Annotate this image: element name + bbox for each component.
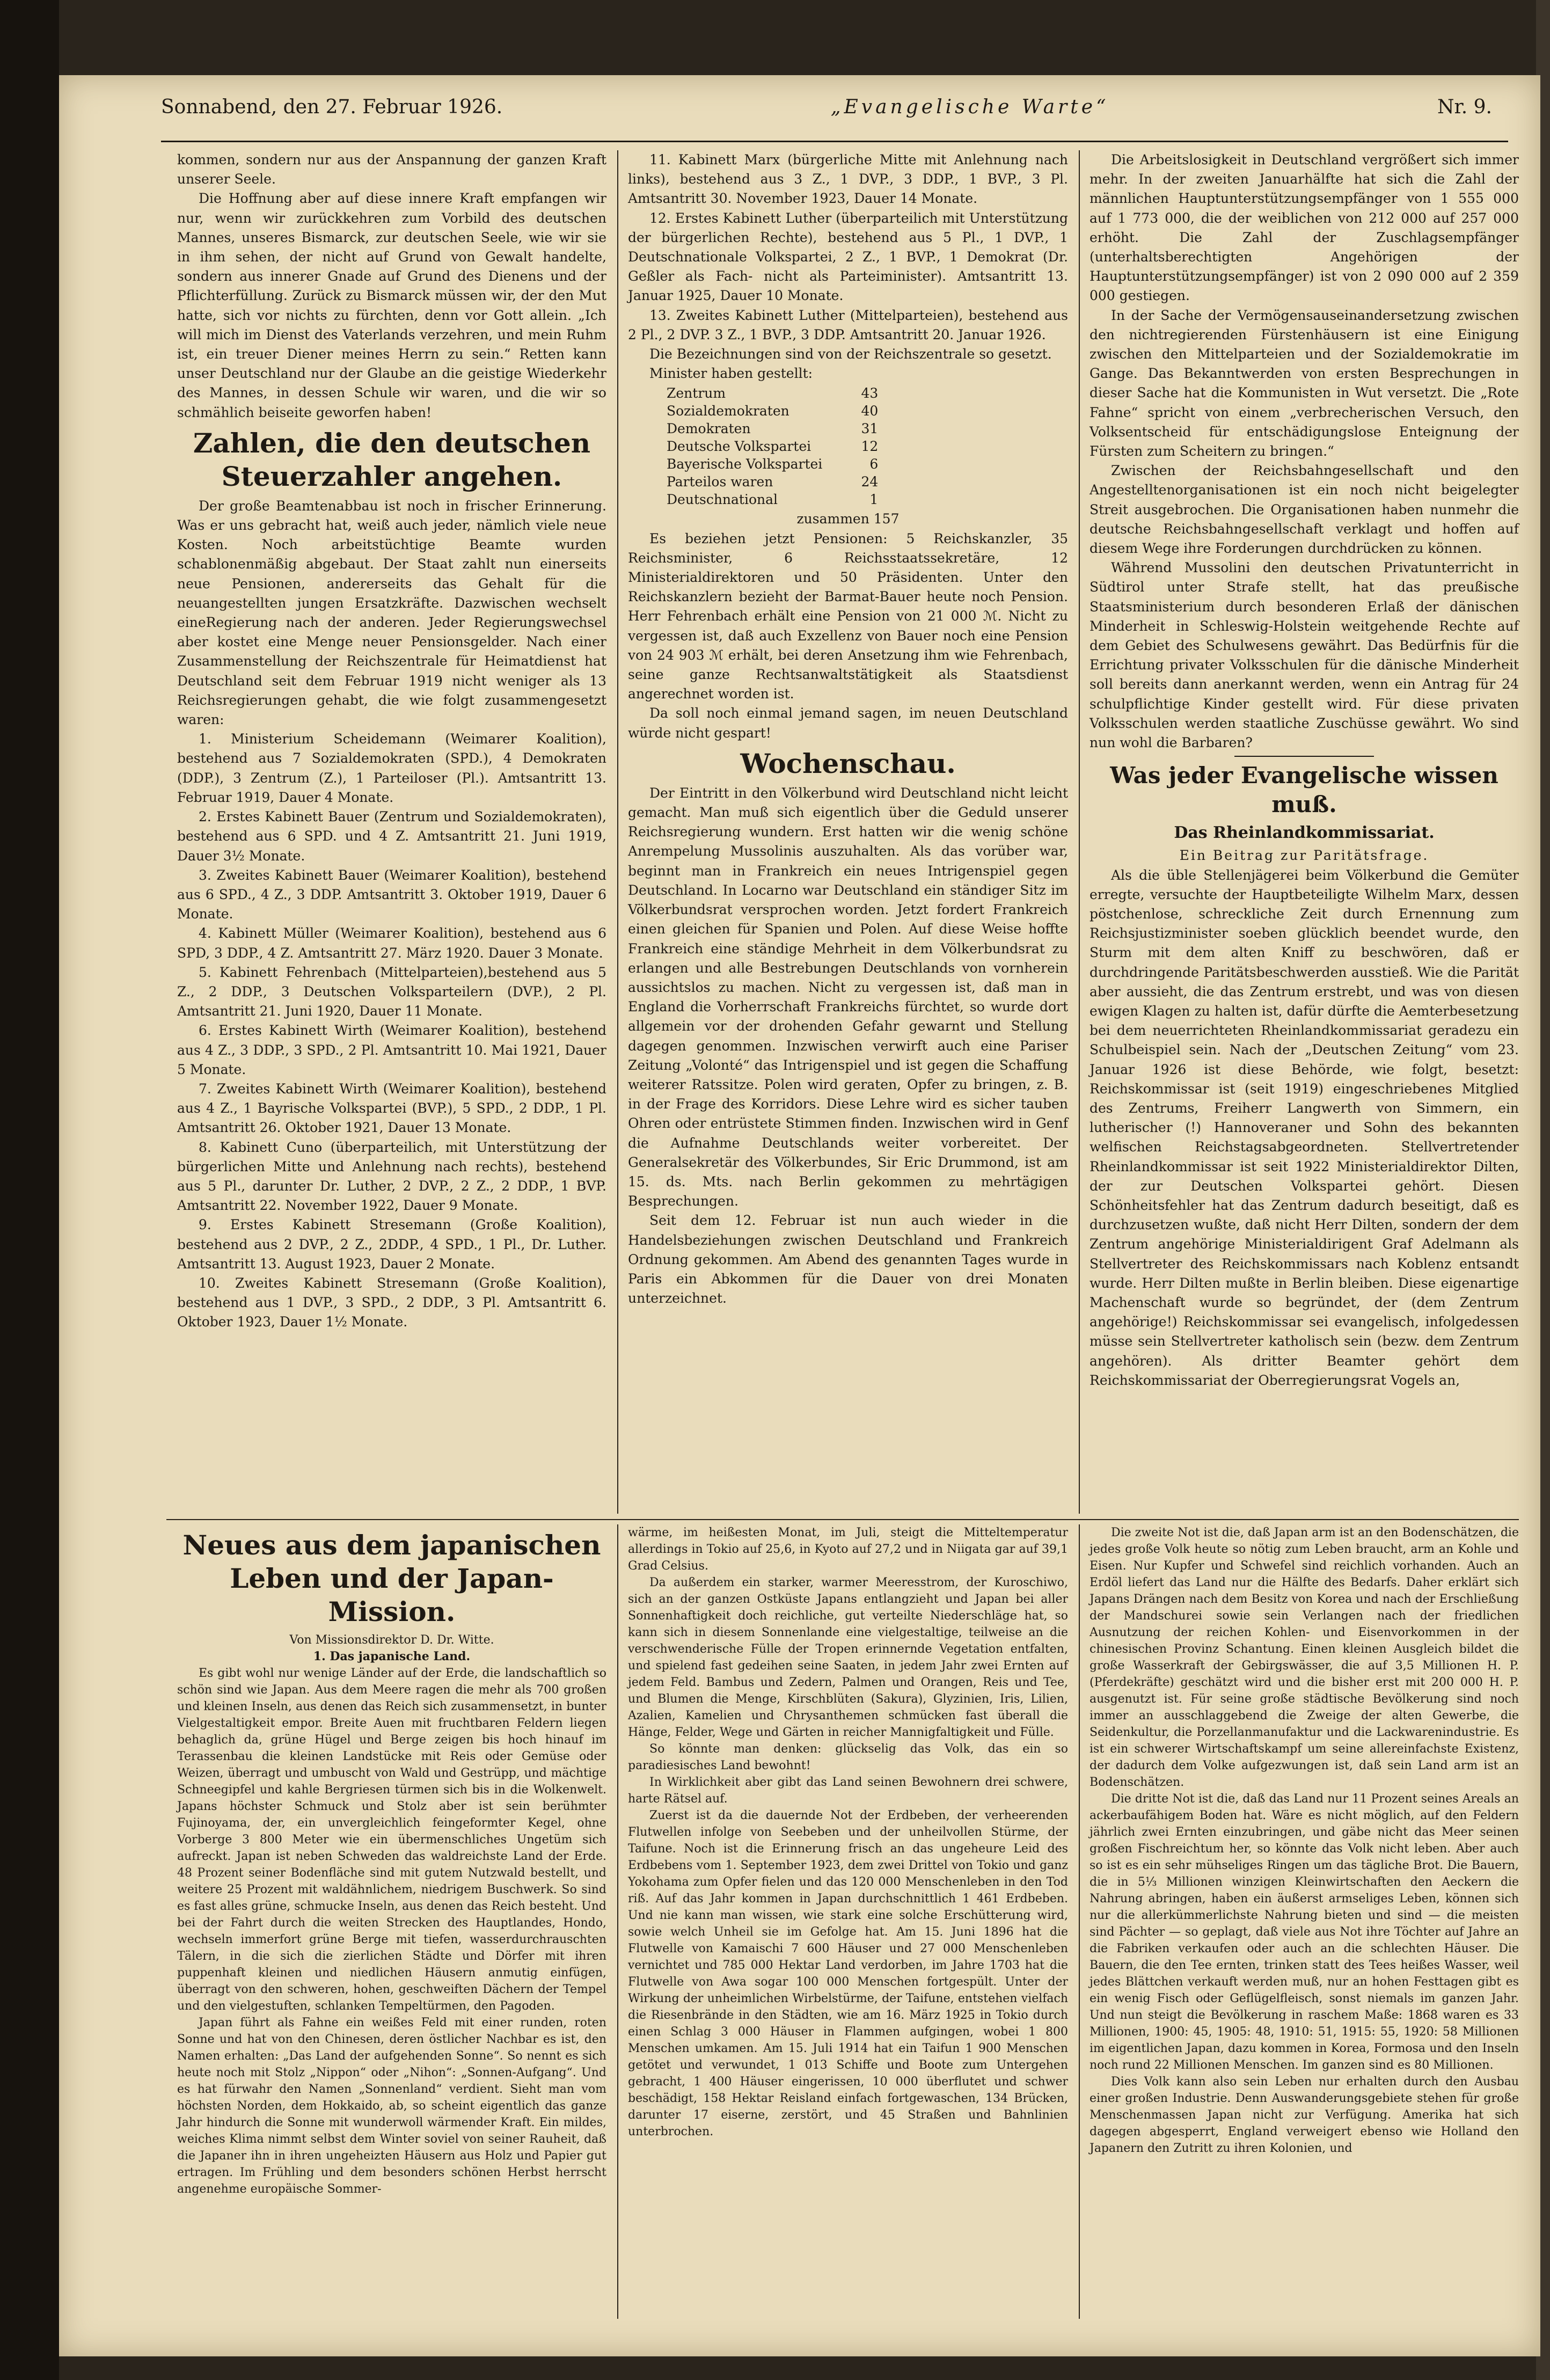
paragraph: Zuerst ist da die dauernde Not der Erdbeben, der verheerenden Flutwellen infolge von Seebeben und der unheilvollen Stürme, der Taifune. Noch ist die Erinnerung frisch an das ungeheure Leid des Erdbebens vom 1. September 1923, dem zwei Drittel von Tokio und ganz Yokohama zum Opfer fielen und das 120 000 Menschenleben in den Tod riß. Auf das Jahr kommen in Japan durchschnittlich 1 461 Erdbeben. Und nie kann man wissen, wie stark eine solche Erschütterung wird, sowie welch Unheil sie im Gefolge hat. Am 15. Juni 1896 hat die Flutwelle von Kamaischi 7 600 Häuser und 27 000 Menschenleben vernichtet und 785 000 Hektar Land verdorben, im Jahre 1703 hat die Flutwelle von Awa sogar 100 000 Menschen fortgespült. Unter der Wirkung der unheimlichen Wirbelstürme, der Taifune, entstehen vielfach die Riesenbrände in den Städten, wie am 16. März 1925 in Tokio durch einen Schlag 3 000 Häuser in Flammen aufgingen, wobei 1 800 Menschen umkamen. Am 15. Juli 1914 hat ein Taifun 1 900 Menschen getötet und verwundet, 1 013 Schiffe und Boote zum Untergehen gebracht, 1 400 Häuser eingerissen, 10 000 überflutet und schwer beschädigt, 158 Hektar Reisland einfach fortgewaschen, 134 Brücken, darunter 17 eiserne, zerstört, und 45 Straßen und Bahnlinien unterbrochen. bbox=[628, 1809, 1068, 2138]
table-row: Zentrum 43 bbox=[667, 385, 879, 401]
header-title: „Evangelische Warte“ bbox=[830, 96, 1109, 118]
table-intro: Minister haben gestellt: bbox=[649, 366, 813, 382]
paragraph: Der große Beamtenabbau ist noch in frischer Erinnerung. Was er uns gebracht hat, weiß auch jeder, nämlich viele neue Kosten. Noch arbeitstüchtige Beamte wurden schablonenmäßig abgebaut. Der Staat zahlt nun einerseits neue Pensionen, andererseits das Gehalt für die neuangestellten jungen Ersatzkräfte. Dazwischen wechselt eineRegierung nach der anderen. Jeder Regierungswechsel aber kostet eine Menge neuer Pensionsgelder. Nach einer Zusammenstellung der Reichszentrale für Heimatdienst hat Deutschland seit dem Februar 1919 nicht weniger als 13 Reichsregierungen gehabt, die wie folgt zusammengesetzt waren: bbox=[177, 498, 606, 728]
paragraph: Der Eintritt in den Völkerbund wird Deutschland nicht leicht gemacht. Man muß sich eigentlich über die Geduld unserer Reichsregierung wundern. Erst hatten wir die wenig schöne Anrempelung Mussolinis auszuhalten. Als das vorüber war, beginnt man in Frankreich ein neues Intrigenspiel gegen Deutschland. In Locarno war Deutschland ein ständiger Sitz im Völkerbundsrat versprochen worden. Jetzt fordert Frankreich einen gleichen für Spanien und Polen. Auf diese Weise hoffte Frankreich eine ständige Mehrheit in dem Völkerbundsrat zu erlangen und alle Bestrebungen Deutschlands von vornherein aussichtslos zu machen. Nicht zu vergessen ist, daß man in England die Vorherrschaft Frankreichs fürchtet, so wurde dort allgemein vor der drohenden Gefahr gewarnt und Stellung dagegen genommen. Inzwischen verwirft auch eine Pariser Zeitung „Volonté“ das Intrigenspiel und ist gegen die Schaffung weiterer Ratssitze. Polen wird geraten, Opfer zu bringen, z. B. in der Frage des Korridors. Diese Lehre wird es sicher tauben Ohren oder entrüstete Stimmen finden. Inzwischen wird in Genf die Aufnahme Deutschlands weiter vorbereitet. Der Generalsekretär des Völkerbundes, Sir Eric Drummond, ist am 15. ds. Mts. nach Berlin gekommen zu mehrtägigen Besprechungen. bbox=[628, 785, 1068, 1209]
list-item: 10. Zweites Kabinett Stresemann (Große Koalition), bestehend aus 1 DVP., 3 SPD., 2 DDP., 3 Pl. Amtsantritt 6. Oktober 1923, Dauer 1½ Monate. bbox=[177, 1275, 606, 1330]
list-item: 5. Kabinett Fehrenbach (Mittelparteien),bestehend aus 5 Z., 2 DDP., 3 Deutschen Volksparteilern (DVP.), 2 Pl. Amtsantritt 21. Juni 1920, Dauer 11 Monate. bbox=[177, 964, 606, 1019]
paragraph: Die Hoffnung aber auf diese innere Kraft empfangen wir nur, wenn wir zurückkehren zum Vorbild des deutschen Mannes, unseres Bismarck, zur deutschen Seele, wie wir sie in ihm sehen, der nicht auf Grund von Gewalt handelte, sondern aus innerer Gnade auf Grund des Dienens und der Pflichterfüllung. Zurück zu Bismarck müssen wir, der den Mut hatte, sich vor nichts zu fürchten, denn vor Gott allein. „Ich will mich im Dienst des Vaterlands verzehren, und mein Ruhm ist, ein treuer Diener meines Herrn zu sein.“ Retten kann unser Deutschland nur der Glaube an die geistige Wiederkehr des Mannes, in dessen Schule wir waren, und die wir so schmählich beiseite geworfen haben! bbox=[177, 191, 606, 420]
paragraph: Dies Volk kann also sein Leben nur erhalten durch den Ausbau einer großen Industrie. Denn Auswanderungsgebiete stehen für große Menschenmassen Japan nicht zur Verfügung. Amerika hat sich dagegen abgesperrt, England verweigert ebenso wie Holland den Japanern den Zutritt zu ihren Kolonien, und bbox=[1090, 2075, 1519, 2155]
table-row: Deutschnational 1 bbox=[667, 492, 879, 508]
bottom-column-3 bbox=[1090, 1524, 1519, 2157]
table-row: Parteilos waren 24 bbox=[667, 474, 879, 490]
divider bbox=[1234, 756, 1374, 757]
table-total: zusammen 157 bbox=[796, 511, 900, 527]
paragraph: Japan führt als Fahne ein weißes Feld mit einer runden, roten Sonne und hat von den Chinesen, deren östlicher Nachbar es ist, den Namen erhalten: „Das Land der aufgehenden Sonne“. So nennt es sich heute noch mit Stolz „Nippon“ oder „Nihon“: „Sonnen-Aufgang“. Und es hat fürwahr den Namen „Sonnenland“ verdient. Sieht man vom höchsten Norden, dem Hokkaido, ab, so scheint eigentlich das ganze Jahr hindurch die Sonne mit wunderwoll wärmender Kraft. Ein mildes, weiches Klima nimmt selbst dem Winter soviel von seiner Rauheit, daß die Japaner ihn in ihren ungeheizten Häusern aus Holz und Papier gut ertragen. Im Frühling und dem besonders schönen Herbst herrscht angenehme europäische Sommer- bbox=[177, 2016, 606, 2196]
paragraph: Die zweite Not ist die, daß Japan arm ist an den Bodenschätzen, die jedes große Volk heute so nötig zum Leben braucht, arm an Kohle und Eisen. Nur Kupfer und Schwefel sind reichlich vorhanden. Auch an Erdöl liefert das Land nur die Hälfte des Bedarfs. Daher erklärt sich Japans Drängen nach dem Besitz von Korea und nach der Erschließung der Mandschurei sowie sein Verlangen nach der friedlichen Ausnutzung der reichen Kohlen- und Eisenvorkommen in der chinesischen Provinz Schantung. Einen kleinen Ausgleich bildet die große Wasserkraft der Gebirgswässer, die auf 3,5 Millionen H. P. (Pferdekräfte) geschätzt wird und die bisher erst mit 200 000 H. P. ausgenutzt ist. Für seine große städtische Bevölkerung sind noch immer an ausschlaggebend die Zweige der alten Gewerbe, die Seidenkultur, die Porzellanmanufaktur und die Lackwarenindustrie. Es ist ein schwerer Wirtschaftskampf um seine allereinfachste Existenz, der dadurch dem Volke aufgezwungen ist, daß sein Land arm ist an Bodenschätzen. bbox=[1090, 1526, 1519, 1789]
column-1 bbox=[177, 150, 606, 1332]
list-item: 4. Kabinett Müller (Weimarer Koalition), bestehend aus 6 SPD, 3 DDP., 4 Z. Amtsantritt 27. März 1920. Dauer 3 Monate. bbox=[177, 925, 606, 961]
table-row: Demokraten 31 bbox=[667, 421, 879, 437]
list-item: 6. Erstes Kabinett Wirth (Weimarer Koalition), bestehend aus 4 Z., 3 DDP., 3 SPD., 2 Pl. Amtsantritt 10. Mai 1921, Dauer 5 Monate. bbox=[177, 1023, 606, 1077]
column-2 bbox=[628, 150, 1068, 1308]
list-item: 11. Kabinett Marx (bürgerliche Mitte mit Anlehnung nach links), bestehend aus 3 Z., 1 DVP., 3 DDP., 1 BVP., 3 Pl. Amtsantritt 30. November 1923, Dauer 14 Monate. bbox=[628, 152, 1068, 207]
list-item: 13. Zweites Kabinett Luther (Mittelparteien), bestehend aus 2 Pl., 2 DVP. 3 Z., 1 BVP., 3 DDP. Amtsantritt 20. Januar 1926. bbox=[628, 307, 1068, 342]
section-rule bbox=[166, 1519, 1519, 1520]
column-rule bbox=[617, 1524, 618, 2319]
subheadline: Das Rheinlandkommissariat. bbox=[1174, 823, 1435, 843]
paragraph: Seit dem 12. Februar ist nun auch wieder in die Handelsbeziehungen zwischen Deutschland und Frankreich Ordnung gekommen. Am Abend des genannten Tages wurde in Paris ein Abkommen für die Dauer von drei Monaten unterzeichnet. bbox=[628, 1213, 1068, 1306]
paragraph: Da soll noch einmal jemand sagen, im neuen Deutschland würde nicht gespart! bbox=[628, 705, 1068, 741]
paragraph: In Wirklichkeit aber gibt das Land seinen Bewohnern drei schwere, harte Rätsel auf. bbox=[628, 1776, 1068, 1806]
header-number: Nr. 9. bbox=[1437, 96, 1492, 118]
paragraph: Da außerdem ein starker, warmer Meeresstrom, der Kuroschiwo, sich an der ganzen Ostküste Japans entlangzieht und Japan bei aller Sonnenhaftigkeit doch reichliche, gut verteilte Niederschläge hat, so kann sich in diesem Sonnenlande eine vielgestaltige, teilweise an die verschwenderische Fülle der Tropen erinnernde Vegetation entfalten, und spielend fast gedeihen seine Saaten, in jedem Jahr zwei Ernten auf jedem Feld. Bambus und Zedern, Palmen und Orangen, Reis und Tee, und Blumen die Menge, Kirschblüten (Sakura), Glyzinien, Iris, Lilien, Azalien, Kamelien und Chrysanthemen schmücken fast überall die Hänge, Felder, Wege und Gärten in reicher Mannigfaltigkeit und Fülle. bbox=[628, 1576, 1068, 1739]
section-title: 1. Das japanische Land. bbox=[313, 1649, 471, 1663]
table-row: Bayerische Volkspartei 6 bbox=[667, 456, 879, 472]
paragraph: Zwischen der Reichsbahngesellschaft und den Angestelltenorganisationen ist ein noch nicht beigelegter Streit ausgebrochen. Die Organisationen haben nunmehr die deutsche Reichsbahngesellschaft verklagt und hoffen auf diesem Wege ihre Forderungen durchdrücken zu können. bbox=[1090, 463, 1519, 557]
paragraph: In der Sache der Vermögensauseinandersetzung zwischen den nichtregierenden Fürstenhäusern ist eine Einigung zwischen den Mittelparteien und der Sozialdemokratie im Gange. Das Bekanntwerden von ersten Besprechungen in dieser Sache hat die Kommunisten in Wut versetzt. Die „Rote Fahne“ spricht von einem „verbrecherischen Versuch, den Volksentscheid für entschädigungslose Enteignung der Fürsten zum Scheitern zu bringen.“ bbox=[1090, 307, 1519, 459]
page-header bbox=[59, 75, 1540, 118]
table-row: Sozialdemokraten 40 bbox=[667, 403, 879, 419]
bottom-column-2 bbox=[628, 1524, 1068, 2140]
list-item: 2. Erstes Kabinett Bauer (Zentrum und Sozialdemokraten), bestehend aus 6 SPD. und 4 Z. Amtsantritt 21. Juni 1919, Dauer 3½ Monate. bbox=[177, 809, 606, 864]
list-item: 1. Ministerium Scheidemann (Weimarer Koalition), bestehend aus 7 Sozialdemokraten (SPD.), 4 Demokraten (DDP.), 3 Zentrum (Z.), 1 Parteiloser (Pl.). Amtsantritt 13. Februar 1919, Dauer 4 Monate. bbox=[177, 731, 606, 805]
headline-zahlen: Zahlen, die den deutschen Steuerzahler angehen. bbox=[193, 427, 591, 492]
column-rule bbox=[1079, 1524, 1080, 2319]
paragraph: Es gibt wohl nur wenige Länder auf der Erde, die landschaftlich so schön sind wie Japan. Aus dem Meere ragen die mehr als 700 großen und kleinen Inseln, aus denen das Reich sich zusammensetzt, in bunter Vielgestaltigkeit empor. Breite Auen mit fruchtbaren Feldern liegen behaglich da, grüne Hügel und Berge zeigen bis hoch hinauf im Terassenbau die kleinen Landstücke mit Reis oder Gemüse oder Weizen, überragt und umbuscht von Wald und Gestrüpp, und mächtige Schneegipfel und kahle Bergriesen türmen sich bis in die Wolkenwelt. Japans höchster Schmuck und Stolz aber ist sein berühmter Fujinoyama, der, ein unvergleichlich feingeformter Kegel, ohne Vorberge 3 800 Meter wie ein übermenschliches Ungetüm sich aufreckt. Japan ist neben Schweden das waldreichste Land der Erde. 48 Prozent seiner Bodenfläche sind mit gutem Nutzwald bestellt, und weitere 25 Prozent mit waldähnlichem, niedrigem Buschwerk. So sind es fast alles grüne, schmucke Inseln, aus denen das Reich besteht. Und bei der Fahrt durch die weiten Strecken des Hauptlandes, Hondo, wechseln immerfort grüne Berge mit tiefen, wasserdurchrauschten Tälern, in die sich die zierlichen Städte und Dörfer mit ihren puppenhaft kleinen und niedlichen Häusern anmutig einfügen, überragt von den schweren, hohen, geschweiften Dächern der Tempel und den vielgestuften, schlanken Tempeltürmen, den Pagoden. bbox=[177, 1667, 606, 2013]
paragraph: Es beziehen jetzt Pensionen: 5 Reichskanzler, 35 Reichsminister, 6 Reichsstaatssekretäre, 12 Ministerialdirektoren und 50 Präsidenten. Unter den Reichskanzlern bezieht der Barmat-Bauer heute noch Pension. Herr Fehrenbach erhält eine Pension von 21 000 ℳ. Nicht zu vergessen ist, daß auch Exzellenz von Bauer noch eine Pension von 24 903 ℳ erhält, bei deren Ansetzung ihm wie Fehrenbach, seine ganze Rechtsanwaltstätigkeit als Staatsdienst angerechnet worden ist. bbox=[628, 530, 1068, 702]
list-item: 9. Erstes Kabinett Stresemann (Große Koalition), bestehend aus 2 DVP., 2 Z., 2DDP., 4 SPD., 1 Pl., Dr. Luther. Amtsantritt 13. August 1923, Dauer 2 Monate. bbox=[177, 1217, 606, 1272]
table-row: Deutsche Volkspartei 12 bbox=[667, 439, 879, 455]
scan-left-edge bbox=[0, 0, 59, 2380]
headline-japan: Neues aus dem japanischen Leben und der Japan-Mission. bbox=[182, 1529, 601, 1627]
headline-wochenschau: Wochenschau. bbox=[740, 747, 956, 779]
list-item: 12. Erstes Kabinett Luther (überparteilich mit Unterstützung der bürgerlichen Rechte), bestehend aus 5 Pl., 1 DVP., 1 Deutschnationale Volkspartei, 2 Z., 1 BVP., 1 Demokrat (Dr. Geßler als Fach- nicht als Parteiminister). Amtsantritt 13. Januar 1925, Dauer 10 Monate. bbox=[628, 210, 1068, 304]
column-rule bbox=[617, 150, 618, 1514]
minister-table bbox=[660, 384, 884, 508]
header-date: Sonnabend, den 27. Februar 1926. bbox=[161, 96, 503, 118]
bottom-column-1 bbox=[177, 1524, 606, 2198]
byline: Von Missionsdirektor D. Dr. Witte. bbox=[289, 1633, 494, 1647]
column-3 bbox=[1090, 150, 1519, 1390]
newspaper-page bbox=[59, 75, 1540, 2356]
headline-evangelische: Was jeder Evangelische wissen muß. bbox=[1110, 762, 1498, 818]
list-item: 8. Kabinett Cuno (überparteilich, mit Unterstützung der bürgerlichen Mitte und Anlehnung nach rechts), bestehend aus 5 Pl., darunter Dr. Luther, 2 DVP., 2 Z., 2 DDP., 1 BVP. Amtsantritt 22. November 1922, Dauer 9 Monate. bbox=[177, 1139, 606, 1214]
list-item: 3. Zweites Kabinett Bauer (Weimarer Koalition), bestehend aus 6 SPD., 4 Z., 3 DDP. Amtsantritt 3. Oktober 1919, Dauer 6 Monate. bbox=[177, 867, 606, 922]
list-item: 7. Zweites Kabinett Wirth (Weimarer Koalition), bestehend aus 4 Z., 1 Bayrische Volkspartei (BVP.), 5 SPD., 2 DDP., 1 Pl. Amtsantritt 26. Oktober 1921, Dauer 13 Monate. bbox=[177, 1081, 606, 1136]
paragraph: Als die üble Stellenjägerei beim Völkerbund die Gemüter erregte, versuchte der Hauptbeteiligte Wilhelm Marx, dessen pöstchenlose, schreckliche Zeit durch Ernennung zum Reichsjustizminister soeben glücklich beendet wurde, den Sturm mit dem alten Kniff zu beschwören, daß er durchdringende Paritätsbeschwerden ausstieß. Wie die Parität aber aussieht, die das Zentrum erstrebt, und was von diesen ewigen Klagen zu halten ist, dafür dürfte die Aemterbesetzung bei dem neuerrichteten Rheinlandkommissariat geradezu ein Schulbeispiel sein. Nach der „Deutschen Zeitung“ vom 23. Januar 1926 ist diese Behörde, wie folgt, besetzt: Reichskommissar ist (seit 1919) eingeschriebenes Mitglied des Zentrums, Freiherr Langwerth von Simmern, ein lutherischer (!) Hannoveraner und Sohn des bekannten welfischen Reichstagsabgeordneten. Stellvertretender Rheinlandkommissar ist seit 1922 Ministerialdirektor Dilten, der zur Deutschen Volkspartei gehört. Diesen Schönheitsfehler hat das Zentrum dadurch beseitigt, daß es durchzusetzen wußte, daß nicht Herr Dilten, sondern der dem Zentrum angehörige Ministerialdirigent Graf Adelmann als Stellvertreter des Reichskommissars nach Koblenz entsandt wurde. Herr Dilten mußte in Berlin bleiben. Diese eigenartige Machenschaft wurde so begründet, der (dem Zentrum angehörige!) Reichskommissar sei evangelisch, infolgedessen müsse sein Stellvertreter katholisch sein (bezw. dem Zentrum angehören). Als dritter Beamter gehört dem Reichskommissariat der Oberregierungsrat Vogels an, bbox=[1090, 867, 1519, 1388]
paragraph: kommen, sondern nur aus der Anspannung der ganzen Kraft unserer Seele. bbox=[177, 152, 606, 187]
subsubheadline: Ein Beitrag zur Paritätsfrage. bbox=[1179, 848, 1429, 864]
paragraph: Die dritte Not ist die, daß das Land nur 11 Prozent seines Areals an ackerbaufähigem Boden hat. Wäre es nicht möglich, auf den Feldern jährlich zwei Ernten einzubringen, und gäbe nicht das Meer seinen großen Fischreichtum her, so könnte das Volk nicht leben. Aber auch so ist es ein sehr mühseliges Ringen um das tägliche Brot. Die Bauern, die in 5⅓ Millionen winzigen Kleinwirtschaften den Aeckern die Nahrung abringen, haben ein äußerst armseliges Leben, können sich nur die allerkümmerlichste Nahrung bieten und sind — die meisten sind Pächter — so geplagt, daß viele aus Not ihre Töchter auf Jahre an die Fabriken verkaufen oder auch an die schlechten Häuser. Die Bauern, die den Tee ernten, trinken statt des Tees heißes Wasser, weil jedes Blättchen verkauft werden muß, nur an hohen Festtagen gibt es ein wenig Fisch oder Geflügelfleisch, sonst niemals im ganzen Jahr. Und nun steigt die Bevölkerung in raschem Maße: 1868 waren es 33 Millionen, 1900: 45, 1905: 48, 1910: 51, 1915: 55, 1920: 58 Millionen im eigentlichen Japan, dazu kommen in Korea, Formosa und den Inseln noch rund 22 Millionen Menschen. Im ganzen sind es 80 Millionen. bbox=[1090, 1792, 1519, 2072]
paragraph: Die Bezeichnungen sind von der Reichszentrale so gesetzt. bbox=[649, 346, 1052, 362]
header-rule bbox=[161, 141, 1508, 142]
column-rule bbox=[1079, 150, 1080, 1514]
paragraph: Während Mussolini den deutschen Privatunterricht in Südtirol unter Strafe stellt, hat das preußische Staatsministerium durch besonderen Erlaß der dänischen Minderheit in Schleswig-Holstein weitgehende Rechte auf dem Gebiet des Schulwesens gewährt. Das Bedürfnis für die Errichtung privater Volksschulen für die dänische Minderheit soll bereits dann anerkannt werden, wenn ein Antrag für 24 schulpflichtige Kinder gestellt wird. Für diese privaten Volksschulen werden staatliche Zuschüsse gewährt. Wo sind nun wohl die Barbaren? bbox=[1090, 560, 1519, 751]
paragraph: So könnte man denken: glückselig das Volk, das ein so paradiesisches Land bewohnt! bbox=[628, 1742, 1068, 1772]
paragraph: Die Arbeitslosigkeit in Deutschland vergrößert sich immer mehr. In der zweiten Januarhälfte hat sich die Zahl der männlichen Hauptunterstützungsempfänger von 1 555 000 auf 1 773 000, die der weiblichen von 212 000 auf 257 000 erhöht. Die Zahl der Zuschlagsempfänger (unterhaltsberechtigten Angehörigen der Hauptunterstützungsempfänger) ist von 2 090 000 auf 2 359 000 gestiegen. bbox=[1090, 152, 1519, 304]
paragraph: wärme, im heißesten Monat, im Juli, steigt die Mitteltemperatur allerdings in Tokio auf 25,6, in Kyoto auf 27,2 und in Niigata gar auf 39,1 Grad Celsius. bbox=[628, 1526, 1068, 1573]
